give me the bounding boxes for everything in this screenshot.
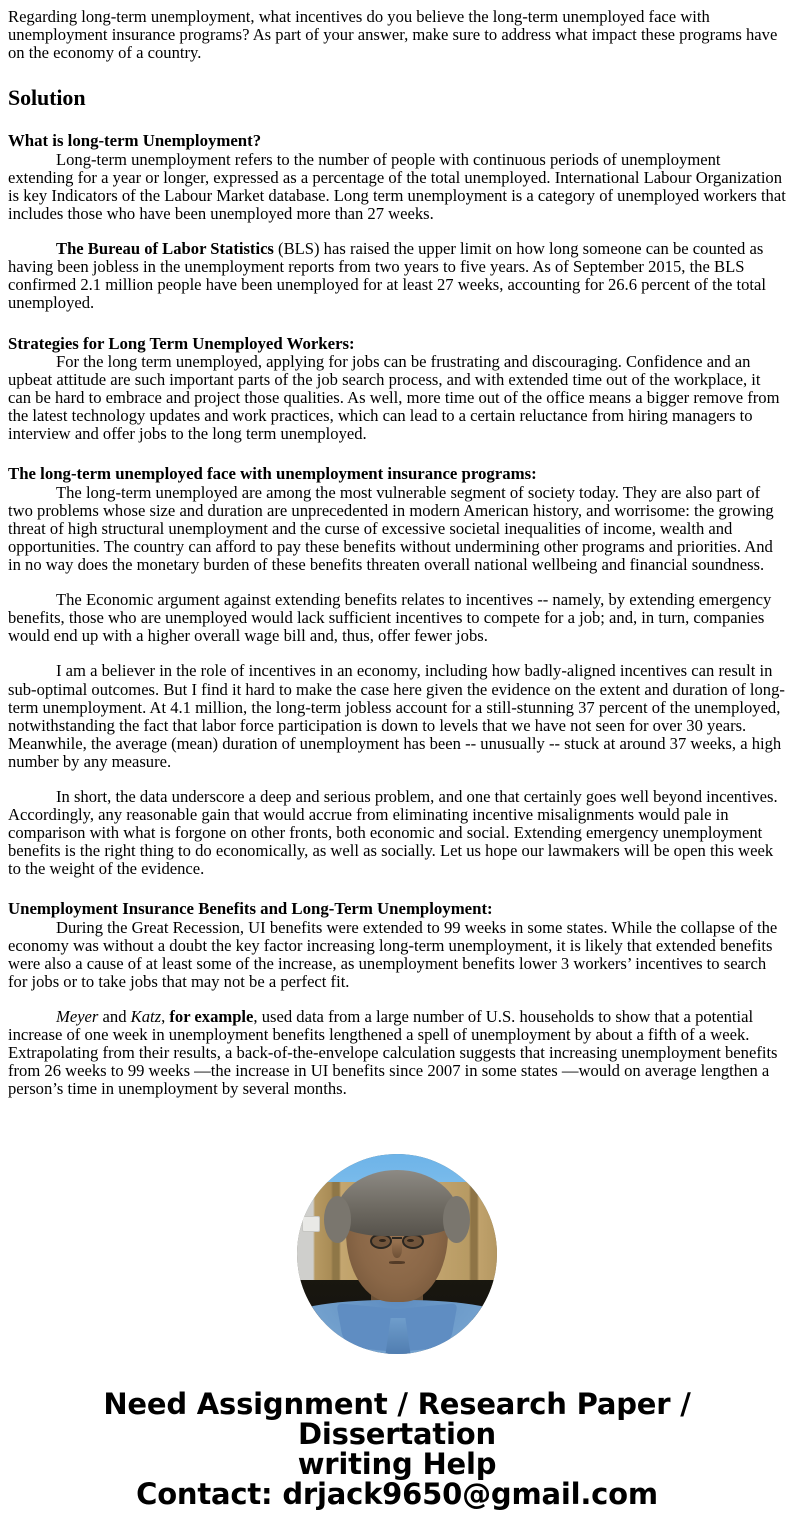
paragraph-in-short: In short, the data underscore a deep and serious problem, and one that certainly goes well beyond incentives. Accordingly, any reasonable gain that would accrue from eliminating incentive misalignments would pale in comparison with what is forgone on other fronts, both economic and social. Extending emergency unemployment benefits is the right thing to do economically, as well as socially. Let us hope our lawmakers will be open this week to the weight of the evidence. <box>8 788 786 878</box>
paragraph-strategies: For the long term unemployed, applying for jobs can be frustrating and discouraging. Confidence and an upbeat attitude are such important parts of the job search process, and with extended time out of the workplace, it can be hard to embrace and project those qualities. As well, more time out of the office means a bigger remove from the latest technology updates and work practices, which can lead to a certain reluctance from hiring managers to interview and offer jobs to the long term unemployed. <box>8 353 786 443</box>
section-heading-what-is-long-term-unemployment: What is long-term Unemployment? <box>8 132 786 150</box>
paragraph-great-recession: During the Great Recession, UI benefits were extended to 99 weeks in some states. While the collapse of the economy was without a doubt the key factor increasing long-term unemployment, it is likely that extended benefits were also a cause of at least some of the increase, as unemployment benefits lower 3 workers’ incentives to search for jobs or to take jobs that may not be a perfect fit. <box>8 919 786 991</box>
section-heading-face-with-insurance: The long-term unemployed face with unemployment insurance programs: <box>8 465 786 483</box>
footer-line-1: Need Assignment / Research Paper / Dissertation <box>0 1389 794 1449</box>
glasses-bridge <box>392 1237 403 1239</box>
bls-rest: (BLS) has raised the upper limit on how long someone can be counted as having been jobless in the unemployment reports from two years to five years. As of September 2015, the BLS confirmed 2.1 million people have been unemployed for at least 27 weeks, accounting for 26.6 percent of the total unemployed. <box>8 239 766 312</box>
citation-author-meyer: Meyer <box>56 1007 98 1026</box>
paragraph-meyer-katz <box>8 1008 786 1098</box>
avatar-container <box>0 1154 794 1354</box>
solution-heading: Solution <box>8 86 786 110</box>
citation-rest: , used data from a large number of U.S. households to show that a potential increase of one week in unemployment benefits lengthened a spell of unemployment by about a fifth of a week. Extrapolating from their results, a back-of-the-envelope calculation suggests that increasing unemployment benefits from 26 weeks to 99 weeks —the increase in UI benefits since 2007 in some states —would on average lengthen a person’s time in unemployment by several months. <box>8 1007 778 1098</box>
glasses-lens-right <box>402 1234 423 1250</box>
section-heading-strategies: Strategies for Long Term Unemployed Workers: <box>8 335 786 353</box>
avatar <box>297 1154 497 1354</box>
footer-contact-block <box>0 1389 794 1527</box>
footer-line-3-email[interactable]: Contact: drjack9650@gmail.com <box>0 1479 794 1509</box>
paragraph-definition: Long-term unemployment refers to the number of people with continuous periods of unemployment extending for a year or longer, expressed as a percentage of the total unemployed. International Labour Organization is key Indicators of the Labour Market database. Long term unemployment is a category of unemployed workers that includes those who have been unemployed more than 27 weeks. <box>8 151 786 223</box>
citation-comma: , <box>161 1007 169 1026</box>
bls-bold-lead: The Bureau of Labor Statistics <box>56 239 274 258</box>
glasses-lens-left <box>370 1234 391 1250</box>
footer-line-2: writing Help <box>0 1449 794 1479</box>
paragraph-economic-argument: The Economic argument against extending benefits relates to incentives -- namely, by extending emergency benefits, those who are unemployed would lack sufficient incentives to compete for a job; and, in turn, companies would end up with a higher overall wage bill and, thus, offer fewer jobs. <box>8 591 786 645</box>
avatar-nose <box>392 1242 401 1259</box>
citation-and: and <box>98 1007 130 1026</box>
avatar-mouth <box>389 1261 405 1264</box>
paragraph-vulnerable-segment: The long-term unemployed are among the most vulnerable segment of society today. They are also part of two problems whose size and duration are unprecedented in modern American history, and worrisome: the growing threat of high structural unemployment and the curse of excessive societal inequalities of income, wealth and opportunities. The country can afford to pay these benefits without undermining other programs and priorities. And in no way does the monetary burden of these benefits threaten overall national wellbeing and financial soundness. <box>8 484 786 574</box>
citation-author-katz: Katz <box>131 1007 161 1026</box>
section-heading-ui-benefits: Unemployment Insurance Benefits and Long-Term Unemployment: <box>8 900 786 918</box>
paragraph-believer-incentives: I am a believer in the role of incentives in an economy, including how badly-aligned incentives can result in sub-optimal outcomes. But I find it hard to make the case here given the evidence on the extent and duration of long-term unemployment. At 4.1 million, the long-term jobless account for a still-stunning 37 percent of the unemployed, notwithstanding the fact that labor force participation is down to levels that we have not seen for over 30 years. Meanwhile, the average (mean) duration of unemployment has been -- unusually -- stuck at around 37 weeks, a high number by any measure. <box>8 662 786 770</box>
wall-switch-plate <box>302 1216 320 1233</box>
paragraph-bls <box>8 240 786 312</box>
citation-for-example-bold: for example <box>169 1007 253 1026</box>
question-prompt: Regarding long-term unemployment, what incentives do you believe the long-term unemployed face with unemployment insurance programs? As part of your answer, make sure to address what impact these programs have on the economy of a country. <box>8 8 786 62</box>
